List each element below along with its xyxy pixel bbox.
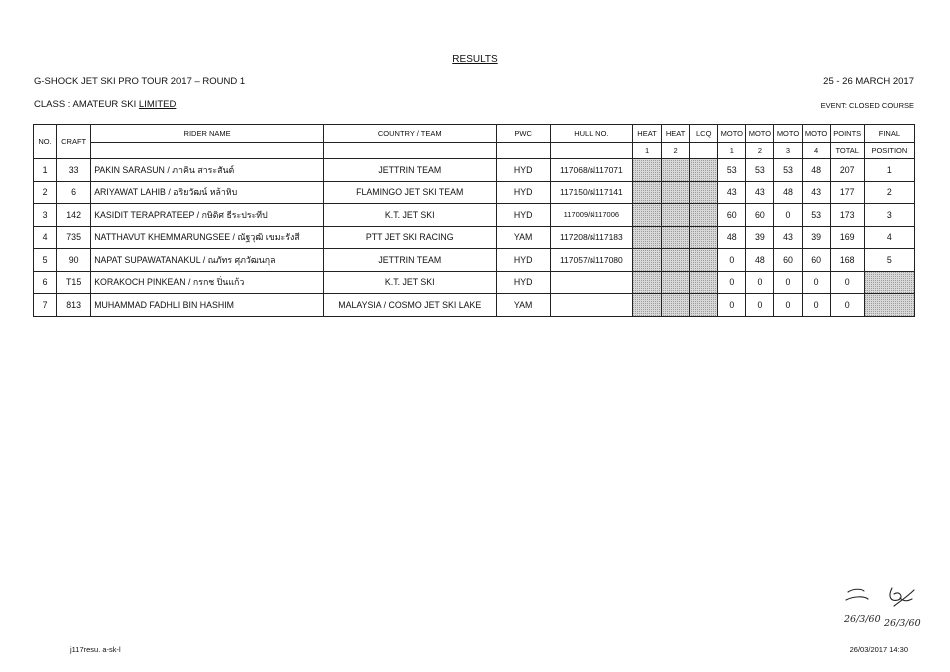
signature-marks [846,588,914,606]
cell-moto-4: 60 [802,249,830,272]
cell-moto-3: 60 [774,249,802,272]
table-row [34,181,915,204]
col-country-team-sub [323,143,496,159]
col-heat-1-number: 1 [632,143,661,159]
cell-rider-name: ARIYAWAT LAHIB / อริยวัฒน์ หล้าหิบ [91,181,324,204]
col-final-position: FINAL [864,125,914,143]
cell-craft: 33 [57,159,91,182]
cell-points-total: 173 [830,204,864,227]
cell-heat-2-empty [662,294,690,317]
cell-final-position: 2 [864,181,914,204]
cell-country-team: JETTRIN TEAM [323,249,496,272]
col-craft: CRAFT [57,125,91,159]
cell-moto-1: 0 [718,294,746,317]
col-moto-2-number: 2 [746,143,774,159]
cell-moto-2: 60 [746,204,774,227]
cell-no: 2 [34,181,57,204]
cell-no: 7 [34,294,57,317]
cell-points-total: 207 [830,159,864,182]
col-rider-name-sub [91,143,324,159]
event-type: EVENT: CLOSED COURSE [820,101,914,110]
cell-heat-1-empty [632,226,661,249]
cell-heat-2-empty [662,271,690,294]
cell-heat-1-empty [632,204,661,227]
cell-lcq-empty [690,249,718,272]
file-reference: j117resu. a-sk-l [70,645,121,654]
cell-points-total: 0 [830,271,864,294]
cell-moto-1: 53 [718,159,746,182]
cell-points-total: 169 [830,226,864,249]
cell-moto-4: 0 [802,271,830,294]
cell-points-total: 168 [830,249,864,272]
cell-moto-4: 48 [802,159,830,182]
col-points-total: POINTS [830,125,864,143]
cell-moto-3: 53 [774,159,802,182]
cell-moto-4: 0 [802,294,830,317]
cell-hull-no: 117068/ฝ117071 [550,159,632,182]
cell-final-position: 5 [864,249,914,272]
cell-moto-2: 0 [746,294,774,317]
cell-final-position: 1 [864,159,914,182]
col-heat-1: HEAT [632,125,661,143]
col-no: NO. [34,125,57,159]
cell-moto-2: 39 [746,226,774,249]
cell-no: 1 [34,159,57,182]
col-heat-2: HEAT [662,125,690,143]
cell-final-position: 4 [864,226,914,249]
cell-moto-4: 43 [802,181,830,204]
cell-points-total: 177 [830,181,864,204]
cell-heat-2-empty [662,181,690,204]
cell-final-position [864,271,914,294]
col-lcq-sub [690,143,718,159]
col-final-position-sub: POSITION [864,143,914,159]
cell-country-team: K.T. JET SKI [323,204,496,227]
cell-no: 6 [34,271,57,294]
cell-moto-3: 0 [774,294,802,317]
cell-heat-1-empty [632,159,661,182]
cell-no: 3 [34,204,57,227]
cell-moto-1: 43 [718,181,746,204]
cell-lcq-empty [690,159,718,182]
class-label: CLASS : AMATEUR SKI [34,99,139,110]
col-points-total-sub: TOTAL [830,143,864,159]
col-rider-name: RIDER NAME [91,125,324,143]
page-heading: RESULTS [452,54,498,65]
table-row [34,271,915,294]
cell-craft: 142 [57,204,91,227]
table-header [34,125,915,159]
cell-pwc: HYD [496,271,550,294]
cell-heat-1-empty [632,181,661,204]
cell-moto-1: 60 [718,204,746,227]
cell-rider-name: KORAKOCH PINKEAN / กรกช ปิ่นแก้ว [91,271,324,294]
cell-moto-1: 0 [718,271,746,294]
class-emphasis: LIMITED [138,99,177,110]
cell-lcq-empty [690,204,718,227]
cell-country-team: FLAMINGO JET SKI TEAM [323,181,496,204]
print-timestamp: 26/03/2017 14:30 [849,645,908,654]
cell-heat-2-empty [662,159,690,182]
cell-moto-3: 48 [774,181,802,204]
cell-lcq-empty [690,294,718,317]
cell-moto-3: 0 [774,271,802,294]
cell-moto-3: 43 [774,226,802,249]
cell-rider-name: MUHAMMAD FADHLI BIN HASHIM [91,294,324,317]
table-row [34,249,915,272]
results-table [33,124,915,317]
event-title: G-SHOCK JET SKI PRO TOUR 2017 – ROUND 1 [34,76,246,87]
cell-pwc: HYD [496,204,550,227]
cell-craft: 735 [57,226,91,249]
cell-hull-no: 117208/ฝ117183 [550,226,632,249]
table-row [34,159,915,182]
col-moto-1: MOTO [718,125,746,143]
col-moto-2: MOTO [746,125,774,143]
col-hull-no-sub [550,143,632,159]
cell-final-position: 3 [864,204,914,227]
cell-moto-1: 0 [718,249,746,272]
col-lcq: LCQ [690,125,718,143]
cell-pwc: YAM [496,294,550,317]
cell-heat-2-empty [662,204,690,227]
cell-heat-2-empty [662,249,690,272]
cell-craft: 813 [57,294,91,317]
cell-hull-no [550,271,632,294]
col-moto-4: MOTO [802,125,830,143]
col-pwc: PWC [496,125,550,143]
signature-date-2: 26/3/60 [884,618,921,629]
cell-pwc: HYD [496,159,550,182]
cell-moto-2: 0 [746,271,774,294]
cell-moto-1: 48 [718,226,746,249]
col-moto-1-number: 1 [718,143,746,159]
cell-country-team: PTT JET SKI RACING [323,226,496,249]
cell-moto-4: 53 [802,204,830,227]
cell-craft: 90 [57,249,91,272]
cell-rider-name: NAPAT SUPAWATANAKUL / ณภัทร ศุภวัฒนกุล [91,249,324,272]
col-moto-4-number: 4 [802,143,830,159]
table-body [34,159,915,317]
class-line [34,99,176,110]
cell-rider-name: KASIDIT TERAPRATEEP / กษิดิศ ธีระประทีป [91,204,324,227]
cell-heat-1-empty [632,249,661,272]
official-signatures [838,582,922,630]
cell-country-team: MALAYSIA / COSMO JET SKI LAKE [323,294,496,317]
cell-heat-1-empty [632,271,661,294]
col-hull-no: HULL NO. [550,125,632,143]
cell-country-team: K.T. JET SKI [323,271,496,294]
cell-rider-name: PAKIN SARASUN / ภาคิน สาระสันต์ [91,159,324,182]
cell-hull-no [550,294,632,317]
cell-no: 4 [34,226,57,249]
cell-heat-1-empty [632,294,661,317]
cell-points-total: 0 [830,294,864,317]
cell-final-position [864,294,914,317]
cell-craft: T15 [57,271,91,294]
cell-pwc: HYD [496,181,550,204]
col-pwc-sub [496,143,550,159]
signature-date-1: 26/3/60 [844,614,881,625]
cell-moto-2: 48 [746,249,774,272]
event-dates: 25 - 26 MARCH 2017 [823,76,914,87]
table-row [34,294,915,317]
table-row [34,226,915,249]
cell-moto-4: 39 [802,226,830,249]
cell-craft: 6 [57,181,91,204]
cell-heat-2-empty [662,226,690,249]
cell-country-team: JETTRIN TEAM [323,159,496,182]
col-moto-3-number: 3 [774,143,802,159]
table-row [34,204,915,227]
cell-pwc: HYD [496,249,550,272]
cell-moto-2: 43 [746,181,774,204]
cell-lcq-empty [690,271,718,294]
col-moto-3: MOTO [774,125,802,143]
col-heat-2-number: 2 [662,143,690,159]
cell-rider-name: NATTHAVUT KHEMMARUNGSEE / ณัฐวุฒิ เขมะรังสี [91,226,324,249]
cell-hull-no: 117150/ฝ117141 [550,181,632,204]
cell-hull-no: 117009/ฝ117006 [550,204,632,227]
cell-lcq-empty [690,181,718,204]
cell-no: 5 [34,249,57,272]
cell-moto-2: 53 [746,159,774,182]
cell-hull-no: 117057/ฝ117080 [550,249,632,272]
cell-moto-3: 0 [774,204,802,227]
col-country-team: COUNTRY / TEAM [323,125,496,143]
cell-lcq-empty [690,226,718,249]
cell-pwc: YAM [496,226,550,249]
